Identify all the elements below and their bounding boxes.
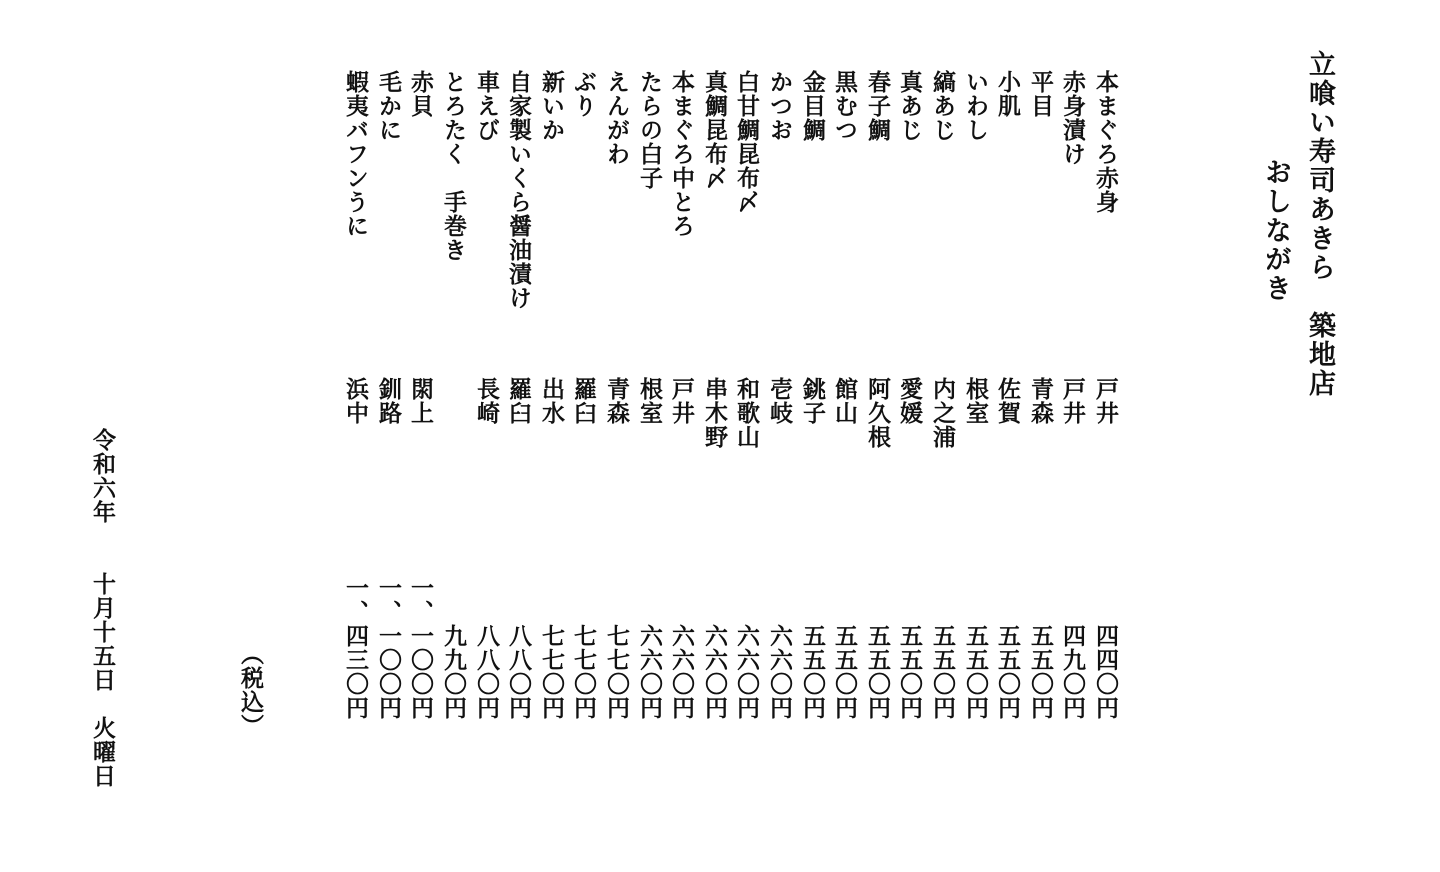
- item-origin: 羅臼: [505, 377, 531, 425]
- item-price: 四四〇円: [1092, 624, 1118, 720]
- item-price: 一、一〇〇円: [375, 576, 401, 720]
- shop-name: 立喰い寿司あきら 築地店: [1304, 50, 1335, 398]
- item-price: 四九〇円: [1059, 624, 1085, 720]
- item-name: 金目鯛: [799, 70, 825, 142]
- item-name: かつお: [766, 70, 792, 142]
- item-price: 六六〇円: [636, 624, 662, 720]
- item-origin: 長崎: [473, 377, 499, 425]
- item-name: 蝦夷バフンうに: [342, 70, 368, 238]
- item-price: 五五〇円: [896, 624, 922, 720]
- item-origin: 釧路: [375, 377, 401, 425]
- item-origin: 館山: [831, 377, 857, 425]
- item-price: 七七〇円: [570, 624, 596, 720]
- item-origin: 戸井: [1059, 377, 1085, 425]
- item-name: 本まぐろ中とろ: [668, 70, 694, 238]
- item-name: 真鯛昆布〆: [701, 70, 727, 190]
- item-name: 本まぐろ赤身: [1092, 70, 1118, 214]
- item-price: 一、一〇〇円: [407, 576, 433, 720]
- item-price: 六六〇円: [766, 624, 792, 720]
- item-origin: 出水: [538, 377, 564, 425]
- item-price: 五五〇円: [799, 624, 825, 720]
- item-price: 七七〇円: [538, 624, 564, 720]
- item-name: 春子鯛: [864, 70, 890, 142]
- item-name: 平目: [1027, 70, 1053, 118]
- item-price: 五五〇円: [962, 624, 988, 720]
- item-price: 六六〇円: [668, 624, 694, 720]
- item-origin: 戸井: [668, 377, 694, 425]
- item-origin: 根室: [962, 377, 988, 425]
- item-name: 新いか: [538, 70, 564, 142]
- menu-label: おしながき: [1260, 158, 1291, 303]
- item-name: 白甘鯛昆布〆: [733, 70, 759, 214]
- item-name: 黒むつ: [831, 70, 857, 142]
- item-origin: 壱岐: [766, 377, 792, 425]
- item-name: いわし: [962, 70, 988, 142]
- item-price: 八八〇円: [505, 624, 531, 720]
- item-price: 九九〇円: [440, 624, 466, 720]
- item-name: 赤貝: [407, 70, 433, 118]
- item-origin: 閖上: [407, 377, 433, 425]
- item-price: 五五〇円: [1027, 624, 1053, 720]
- item-origin: 内之浦: [929, 377, 955, 449]
- item-name: とろたく 手巻き: [440, 70, 466, 262]
- item-origin: 戸井: [1092, 377, 1118, 425]
- item-origin: 佐賀: [994, 377, 1020, 425]
- item-price: 五五〇円: [929, 624, 955, 720]
- item-price: 七七〇円: [603, 624, 629, 720]
- item-origin: 串木野: [701, 377, 727, 449]
- item-name: たらの白子: [636, 70, 662, 190]
- item-origin: 羅臼: [570, 377, 596, 425]
- item-name: 車えび: [473, 70, 499, 142]
- item-name: 毛かに: [375, 70, 401, 142]
- tax-note: （税込）: [237, 642, 263, 738]
- item-price: 五五〇円: [831, 624, 857, 720]
- item-name: えんがわ: [603, 70, 629, 166]
- date: 令和六年 十月十五日 火曜日: [89, 428, 115, 788]
- item-name: 真あじ: [896, 70, 922, 142]
- item-price: 五五〇円: [994, 624, 1020, 720]
- item-name: ぶり: [570, 70, 596, 118]
- item-price: 八八〇円: [473, 624, 499, 720]
- item-name: 赤身漬け: [1059, 70, 1085, 166]
- item-origin: 青森: [603, 377, 629, 425]
- item-origin: 阿久根: [864, 377, 890, 449]
- item-name: 自家製いくら醤油漬け: [505, 70, 531, 310]
- item-price: 六六〇円: [701, 624, 727, 720]
- item-name: 縞あじ: [929, 70, 955, 142]
- item-origin: 根室: [636, 377, 662, 425]
- item-origin: 青森: [1027, 377, 1053, 425]
- item-name: 小肌: [994, 70, 1020, 118]
- item-origin: 和歌山: [733, 377, 759, 449]
- item-origin: 愛媛: [896, 377, 922, 425]
- item-price: 六六〇円: [733, 624, 759, 720]
- item-origin: 浜中: [342, 377, 368, 425]
- item-price: 一、四三〇円: [342, 576, 368, 720]
- item-price: 五五〇円: [864, 624, 890, 720]
- item-origin: 銚子: [799, 377, 825, 425]
